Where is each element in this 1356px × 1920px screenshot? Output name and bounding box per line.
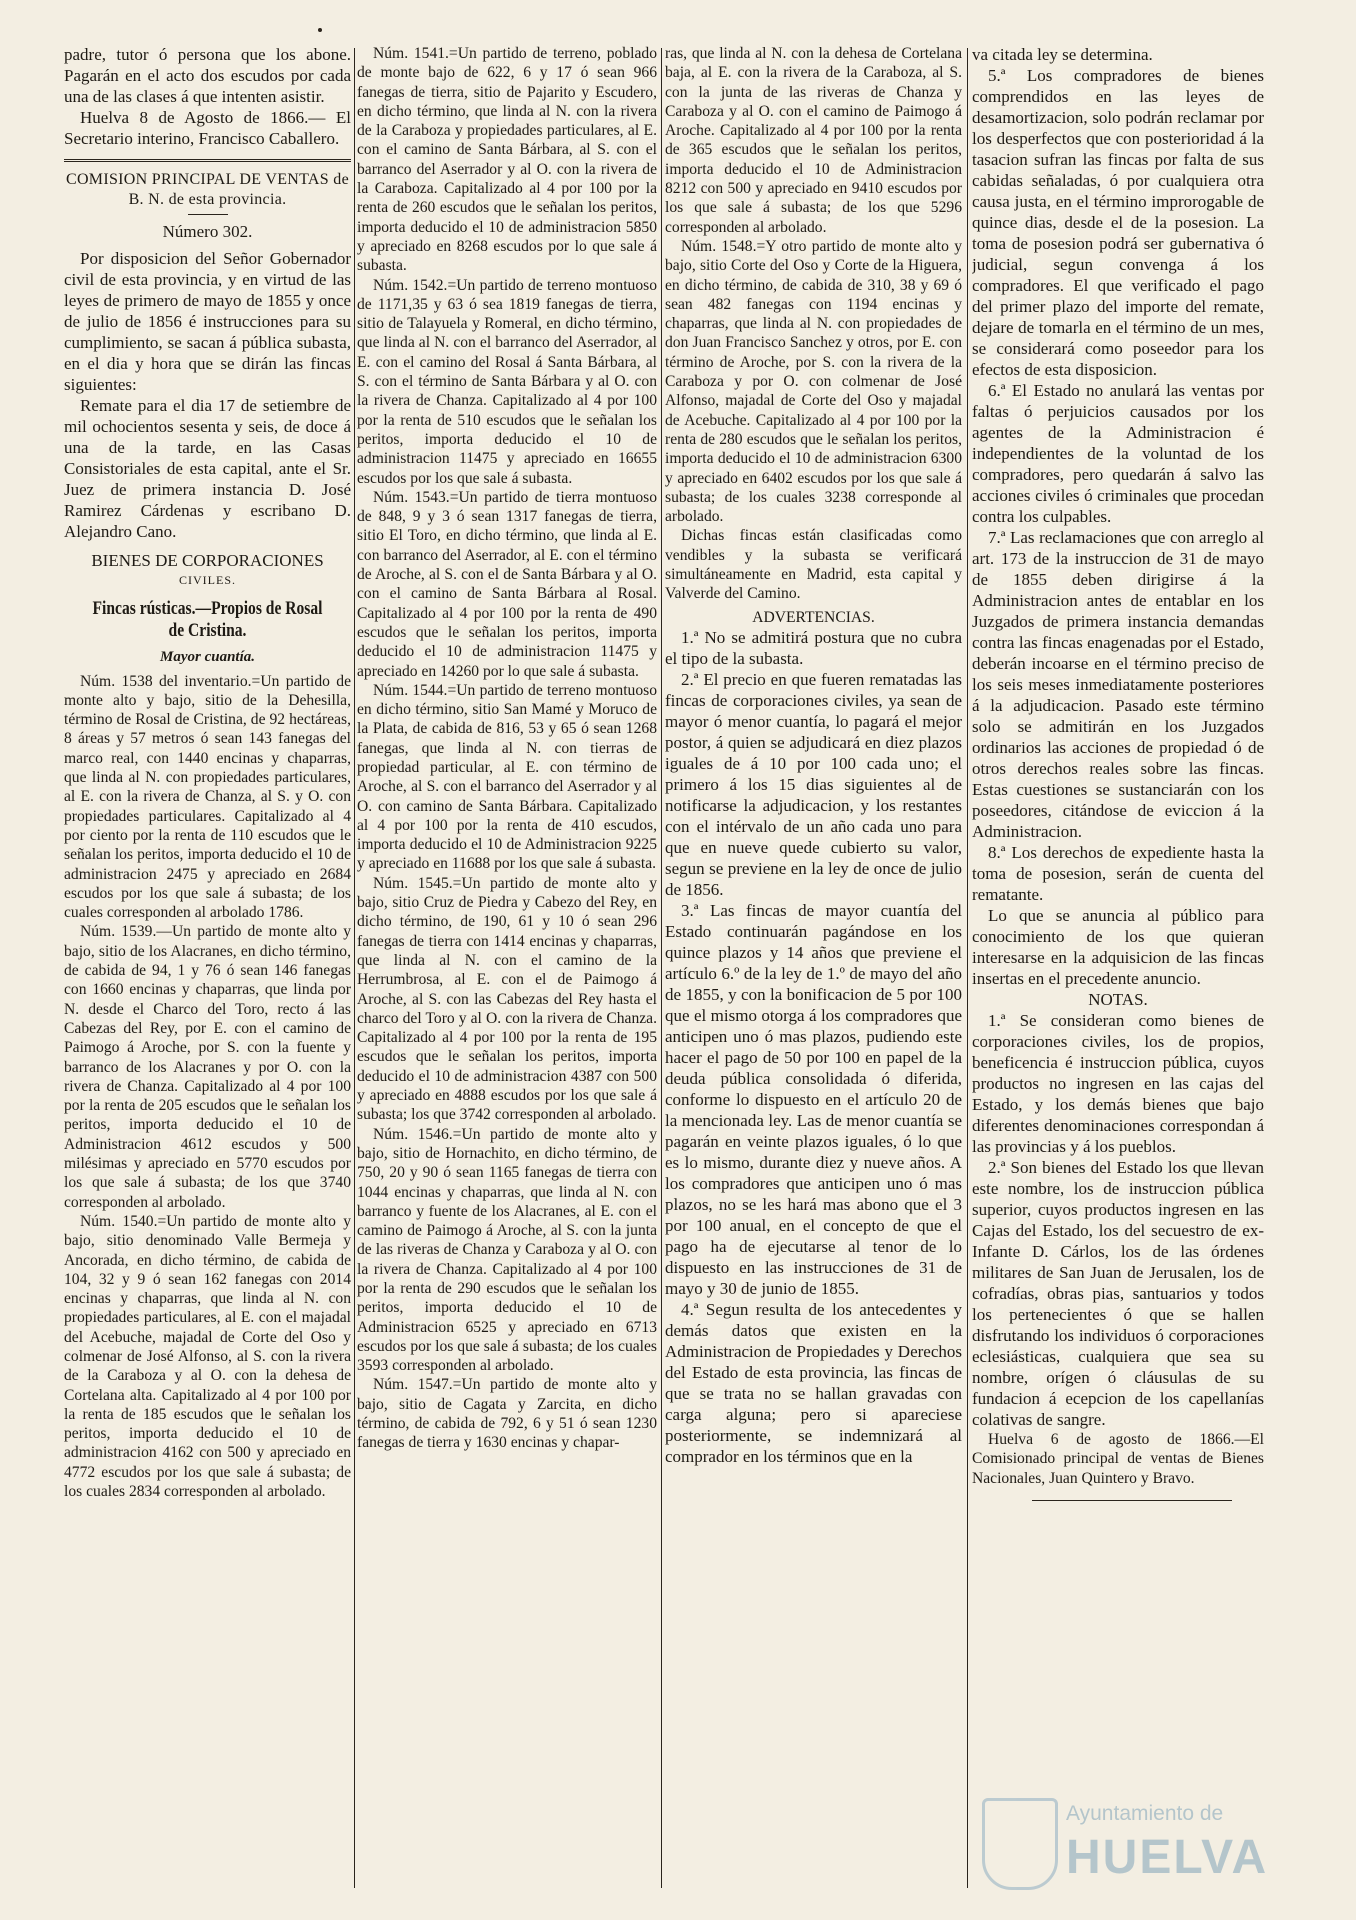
column-2 [357, 44, 657, 1884]
advertencia: 5.ª Los compradores de bienes comprendidos en las leyes de desamortizacion, solo podrán reclamar por los desperfectos que con posterioridad á la tasacion sufran las fincas por falta de sus cabidas señaladas, ó por cualquiera otra causa justa, en el término improrogable de quince dias, desde el de la posesion. La toma de posesion podrá ser gubernativa ó judicial, segun convenga á los compradores. El que verificado el pago del primer plazo del importe del remate, dejare de tomarla en el término de un mes, se considerará como poseedor para los efectos de esta disposicion. [972, 66, 1264, 379]
short-rule [188, 214, 228, 215]
column-3 [665, 44, 962, 1884]
notice-number: Número 302. [162, 222, 253, 241]
advertencia: 8.ª Los derechos de expediente hasta la toma de posesion, serán de cuenta del rematante. [972, 843, 1264, 904]
column-rule [661, 48, 662, 1888]
section-divider [64, 159, 351, 162]
watermark-line2: HUELVA [1066, 1831, 1269, 1884]
watermark [982, 1792, 1282, 1892]
signature-line: Huelva 6 de agosto de 1866.—El Comisionado principal de ventas de Bienes Nacionales, Juan Quintero y Bravo. [972, 1431, 1264, 1487]
crest-icon [982, 1798, 1058, 1890]
lot-entry: Núm. 1538 del inventario.=Un partido de monte alto y bajo, sitio de la Dehesilla, término de Rosal de Cristina, de 92 hectáreas, 8 áreas y 57 metros ó sean 143 fanegas del marco real, con 1440 encinas y chaparras, que linda al N. con propiedades particulares, al E. con la rivera de Chanza, al S. y O. con propiedades particulares. Capitalizado al 4 por ciento por la renta de 110 escudos que le señalan los peritos, importa deducido el 10 de administracion 2475 y apreciado en 2684 escudos por los que sale á subasta; de los cuales corresponden al arbolado 1786. [64, 672, 351, 922]
lot-entry: Núm. 1541.=Un partido de terreno, poblado de monte bajo de 622, 6 y 17 ó sean 966 fanegas de tierra, sitio de Pajarito y Escudero, en dicho término, que linda al N. con la rivera de la Caraboza y propiedades particulares, al E. con el camino de Santa Bárbara, al S. con el barranco del Aserrador y al O. con la rivera de la Caraboza. Capitalizado al 4 por 100 por la renta de 260 escudos que le señalan los peritos, importa deducido el 10 de administracion 5850 y apreciado en 8268 escudos por lo que sale á subasta. [357, 45, 657, 275]
advertencia: 2.ª El precio en que fueren rematadas las fincas de corporaciones civiles, ya sean de mayor ó menor cuantía, lo pagará el mejor postor, á quien se adjudicará en diez plazos iguales de á 10 por 100 cada uno; el primero á los 15 dias siguientes al de notificarse la adjudicacion, y los restantes con el intérvalo de un año cada uno para que en nueve quede cubierto su valor, segun se previene en la ley de once de julio de 1856. [665, 669, 962, 899]
watermark-line1: Ayuntamiento de [1066, 1802, 1224, 1825]
end-rule [1032, 1500, 1232, 1501]
ink-dot [318, 28, 322, 32]
lot-entry: Núm. 1543.=Un partido de tierra montuoso de 848, 9 y 3 ó sean 1317 fanegas de tierra, sitio El Toro, en dicho término, que linda al E. con barranco del Aserrador, al E. con el término de Aroche, al S. con el de Santa Bárbara y al O. con el camino de Santa Bárbara al Rosal. Capitalizado al 4 por 100 por la renta de 490 escudos que le señalan los peritos, importa deducido el 10 de administracion 11475 y apreciado en 14260 por lo que sale á subasta. [357, 488, 657, 680]
category-heading: Mayor cuantía. [159, 649, 255, 666]
paragraph: Huelva 8 de Agosto de 1866.— El Secretario interino, Francisco Caballero. [64, 108, 351, 148]
fincas-heading: Fincas rústicas.—Propios de Rosal de Cristina. [92, 598, 323, 642]
section-heading: ADVERTENCIAS. [752, 608, 875, 626]
column-rule [967, 48, 968, 1888]
lot-entry: Núm. 1544.=Un partido de terreno montuoso en dicho término, sitio San Mamé y Moruco de la Plata, de cabida de 816, 53 y 65 ó sean 1268 fanegas, que linda al N. con tierras de propiedad particular, al E. con término de Aroche, al S. con el barranco del Aserrador y al O. con camino de Santa Bárbara. Capitalizado al 4 por 100 por la renta de 410 escudos, importa deducido el 10 de Administracion 9225 y apreciado en 11688 por los que sale á subasta. [357, 681, 657, 873]
column-rule [354, 48, 355, 1888]
advertencia: 1.ª No se admitirá postura que no cubra el tipo de la subasta. [665, 627, 962, 668]
paragraph: Lo que se anuncia al público para conocimiento de los que quieran interesarse en la adquisicion de las fincas insertas en el precedente anuncio. [972, 906, 1264, 988]
advertencia: 4.ª Segun resulta de los antecedentes y demás datos que existen en la Administracion de Propiedades y Derechos del Estado de esta provincia, las fincas de que se trata no se hallan gravadas con carga alguna; pero si apareciese posteriormente, se indemnizará al comprador en los términos que en la [665, 1299, 962, 1466]
nota: 1.ª Se consideran como bienes de corporaciones civiles, los de propios, beneficencia é instruccion pública, cuyos productos no ingresen en las cajas del Estado, y los demás bienes que bajo diferentes denominaciones correspondan á las provincias y á los pueblos. [972, 1011, 1264, 1156]
column-4 [972, 44, 1264, 1884]
paragraph: va citada ley se determina. [972, 45, 1153, 64]
section-heading: COMISION PRINCIPAL DE VENTAS de B. N. de esta provincia. [65, 171, 349, 208]
column-1 [64, 44, 351, 1884]
lot-entry: Núm. 1546.=Un partido de monte alto y bajo, sitio de Hornachito, en dicho término, de 750, 20 y 90 ó sean 1165 fanegas de tierra con 1044 encinas y chaparras, que linda al N. con barranco y fuente de los Alacranes, al E. con el camino de Paimogo á Aroche, al S. con la junta de las riveras de Chanza y Caraboza y al O. con la rivera de Chanza. Capitalizado al 4 por 100 por la renta de 290 escudos que le señalan los peritos, importa deducido el 10 de Administracion 6525 y apreciado en 6713 escudos por los que sale á subasta; de los cuales 3593 corresponden al arbolado. [357, 1125, 657, 1375]
lot-entry: Núm. 1547.=Un partido de monte alto y bajo, sitio de Cagata y Zarcita, en dicho término, de cabida de 792, 6 y 51 ó sean 1230 fanegas de tierra y 1630 encinas y chapar- [357, 1376, 657, 1452]
nota: 2.ª Son bienes del Estado los que llevan este nombre, los de instruccion pública superior, cuyos productos ingresen en las Cajas del Estado, los del secuestro de ex-Infante D. Cárlos, los de las órdenes militares de San Juan de Jerusalen, los de cofradías, obras pias, santuarios y todos los pertenecientes ó que se hallen disfrutando los individuos ó corporaciones eclesiásticas, cualquiera que sea su nombre, orígen ó cláusulas de su fundacion á ecepcion de los capellanías colativas de sangre. [972, 1158, 1264, 1429]
advertencia: 7.ª Las reclamaciones que con arreglo al art. 173 de la instruccion de 31 de mayo de 1855 deben dirigirse á la Administracion antes de entablar en los Juzgados de primera instancia demandas contra las fincas enagenadas por el Estado, deberán incoarse en el término preciso de los seis meses inmediatamente posteriores á la adjudicacion. Pasado este término solo se admitirán en los Juzgados ordinarios las acciones de propiedad ó de otros derechos reales sobre las fincas. Estas cuestiones se sustanciarán con los poseedores, citándose de eviccion á la Administracion. [972, 528, 1264, 841]
lot-entry: Núm. 1540.=Un partido de monte alto y bajo, sitio denominado Valle Bermeja y Ancorada, en dicho término, de cabida de 104, 32 y 9 ó sean 162 fanegas con 2014 encinas y chaparras, que linda al N. con propiedades particulares, al E. con el majadal del Acebuche, majadal de Corte del Oso y colmenar de José Alfonso, al S. con la rivera de la Caraboza y al O. con la dehesa de Cortelana alta. Capitalizado al 4 por 100 por la renta de 185 escudos que le señalan los peritos, importa deducido el 10 de administracion 4162 con 500 y apreciado en 4772 escudos por los que sale á subasta; de los cuales 2834 corresponden al arbolado. [64, 1212, 351, 1501]
lot-entry: Núm. 1542.=Un partido de terreno montuoso de 1171,35 y 63 ó sea 1819 fanegas de tierra, sitio de Talayuela y Romeral, en dicho término, que linda al N. con el barranco del Aserrador, al E. con el camino del Rosal á Santa Bárbara, al S. con el término de Santa Bárbara y al O. con la rivera de Chanza. Capitalizado al 4 por 100 por la renta de 510 escudos que le señalan los peritos, importa deducido el 10 de administracion 11475 y apreciado en 16655 escudos por los que sale á subasta. [357, 276, 657, 487]
section-heading: NOTAS. [1088, 990, 1148, 1009]
lot-entry: Núm. 1545.=Un partido de monte alto y bajo, sitio Cruz de Piedra y Cabezo del Rey, en dicho término, de 190, 61 y 10 ó sean 296 fanegas de tierra con 1414 encinas y chaparras, que linda al N. con el camino de la Herrumbrosa, al E. con el de Paimogo á Aroche, al S. con las Cabezas del Rey hasta el charco del Toro y al O. con la rivera de Chanza. Capitalizado al 4 por 100 por la renta de 195 escudos que le señalan los peritos, importa deducido el 10 de administracion 4387 con 500 y apreciado en 4888 escudos por los que sale á subasta; los que 3742 corresponden al arbolado. [357, 874, 657, 1124]
lot-entry: Núm. 1548.=Y otro partido de monte alto y bajo, sitio Corte del Oso y Corte de la Higuera, en dicho término, de cabida de 310, 38 y 69 ó sean 482 fanegas con 1194 encinas y chaparras, que linda al N. con propiedades de don Juan Francisco Sanchez y otros, por E. con término de Aroche, por S. con la rivera de la Caraboza y por O. con colmenar de José Alfonso, majadal de Corte del Oso y majadal de Acebuche. Capitalizado al 4 por 100 por la renta de 280 escudos que le señalan los peritos, importa deducido el 10 de administracion 6300 y apreciado en 6402 escudos por los que sale á subasta; de los cuales 3238 corresponde al arbolado. [665, 237, 962, 526]
subheading: BIENES DE CORPORACIONES [91, 551, 324, 570]
subheading: CIVILES. [179, 573, 236, 587]
paragraph: Por disposicion del Señor Gobernador civil de esta provincia, y en virtud de las leyes de primero de mayo de 1855 y once de julio de 1856 é instrucciones para su cumplimiento, se sacan á pública subasta, en el dia y hora que se dirán las fincas siguientes: [64, 249, 351, 394]
paragraph: Dichas fincas están clasificadas como vendibles y la subasta se verificará simultáneamente en Madrid, esta capital y Valverde del Camino. [665, 527, 962, 603]
lot-entry: ras, que linda al N. con la dehesa de Cortelana baja, al E. con la rivera de la Caraboza, al S. con la junta de las riveras de Chanza y Caraboza y al O. con el camino de Paimogo á Aroche. Capitalizado al 4 por 100 por la renta de 365 escudos que le señalan los peritos, importa deducido el 10 de Administracion 8212 con 500 y apreciado en 9410 escudos por los que sale á subasta; de los que 5296 corresponden al arbolado. [665, 45, 962, 236]
paragraph: padre, tutor ó persona que los abone. Pagarán en el acto dos escudos por cada una de las clases á que intenten asistir. [64, 45, 351, 106]
advertencia: 6.ª El Estado no anulará las ventas por faltas ó perjuicios causados por los agentes de la Administracion é independientes de la voluntad de los compradores, pero quedarán á salvo las acciones civiles ó criminales que procedan contra los culpables. [972, 381, 1264, 526]
lot-entry: Núm. 1539.—Un partido de monte alto y bajo, sitio de los Alacranes, en dicho término, de cabida de 94, 1 y 76 ó sean 146 fanegas con 1660 encinas y chaparras, que linda por N. desde el Charco del Toro, recto á las Cabezas del Rey, por E. con el camino de Paimogo á Aroche, por S. con la fuente y barranco de los Alacranes y por O. con la rivera de Chanza. Capitalizado al 4 por 100 por la renta de 205 escudos que le señalan los peritos, importa deducido el 10 de Administracion 4612 escudos y 500 milésimas y apreciado en 5770 escudos por los que sale á subasta; de los que 3740 corresponden al arbolado. [64, 923, 351, 1211]
advertencia: 3.ª Las fincas de mayor cuantía del Estado continuarán pagándose en los quince plazos y 14 años que previene el artículo 6.º de la ley de 1.º de mayo del año de 1855, y con la bonificacion de 5 por 100 que el mismo otorga á los compradores que anticipen uno ó mas plazos, pudiendo este hacer el pago de 50 por 100 en papel de la deuda pública consolidada ó diferida, conforme lo dispuesto en el artículo 20 de la mencionada ley. Las de menor cuantía se pagarán en veinte plazos iguales, ó lo que es lo mismo, durante diez y nueve años. A los compradores que anticipen uno ó mas plazos, no se les hará mas abono que el 3 por 100 anual, en el concepto de que el pago ha de ejecutarse al tenor de lo dispuesto en las instrucciones de 31 de mayo y 30 de junio de 1855. [665, 900, 962, 1298]
paragraph: Remate para el dia 17 de setiembre de mil ochocientos sesenta y seis, de doce á una de la tarde, en las Casas Consistoriales de esta capital, ante el Sr. Juez de primera instancia D. José Ramirez Cárdenas y escribano D. Alejandro Cano. [64, 396, 351, 541]
